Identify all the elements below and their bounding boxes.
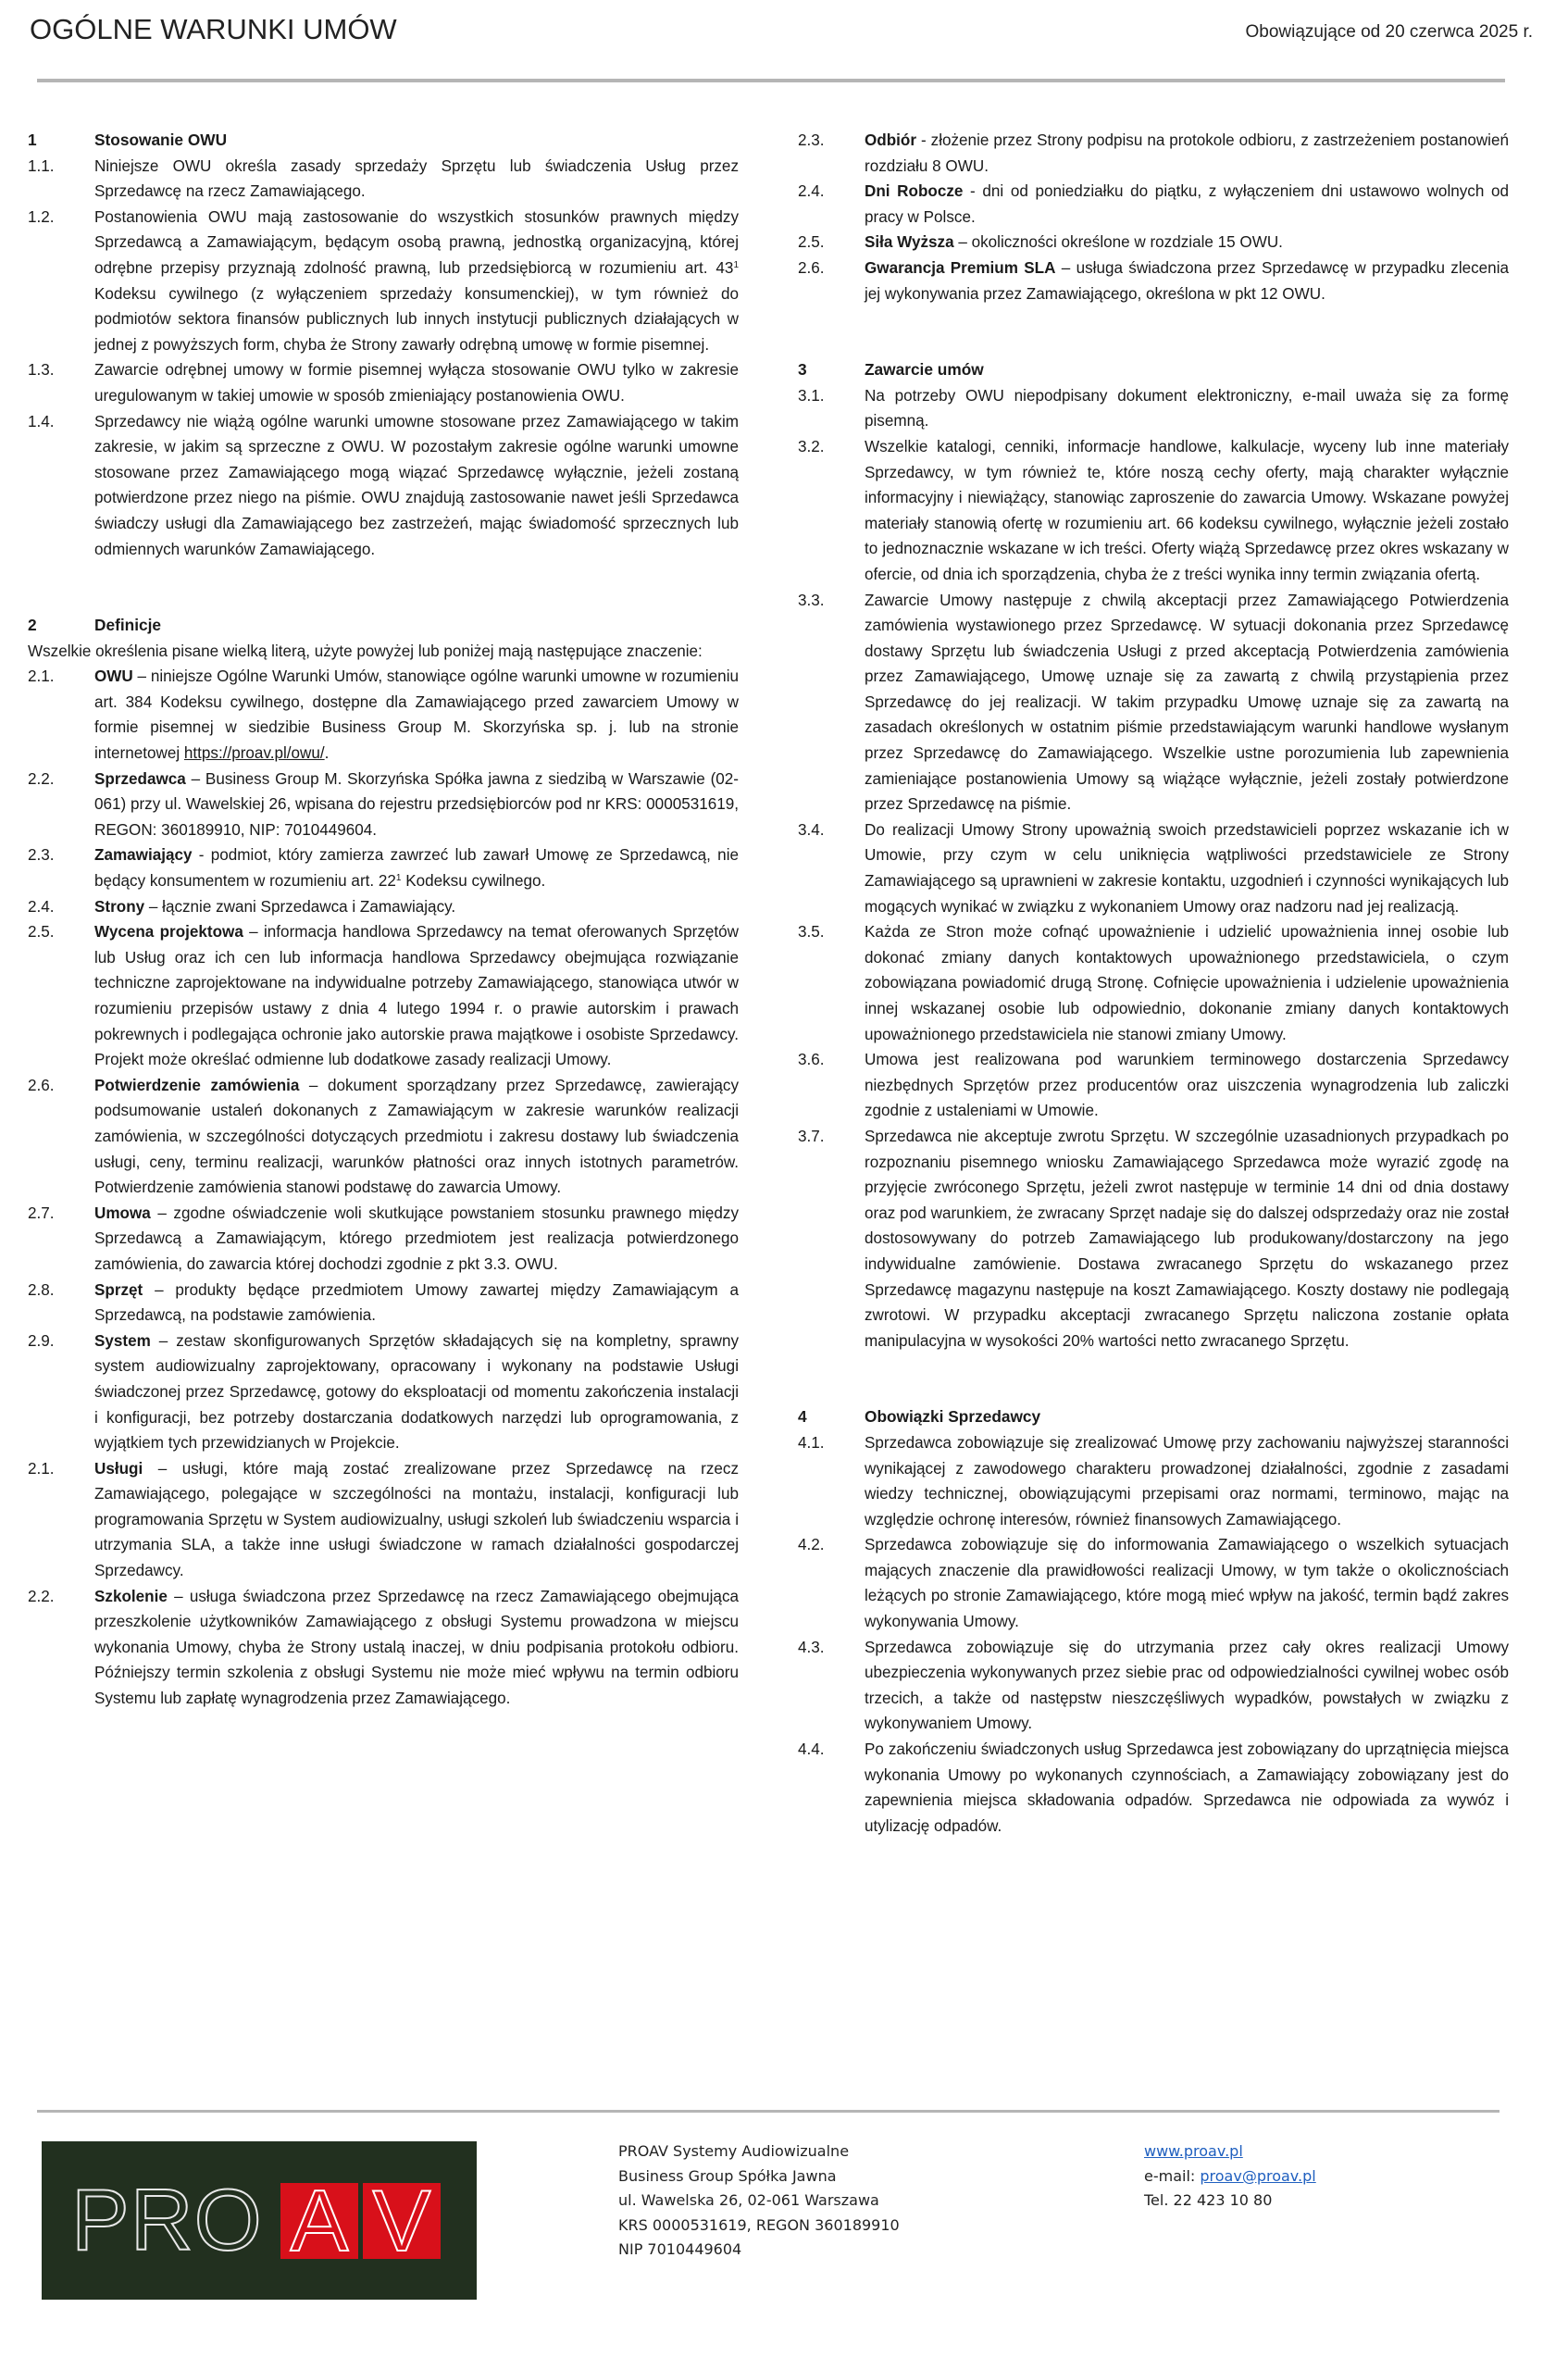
definition-uslugi: 2.1. Usługi – usługi, które mają zostać zrealizowane przez Sprzedawcę na rzecz Zamawiającego, polegające w szczególności na montażu, instalacji, konfiguracji lub programowania Sprzętu w System audiowizualny, usługi szkoleń lub świadczeniu wsparcia i utrzymania SLA, a także inne usługi świadczone w ramach działalności gospodarczej Sprzedawcy.: [28, 1459, 739, 1580]
definition-owu: 2.1. OWU – niniejsze Ogólne Warunki Umów, stanowiące ogólne warunki umowne w rozumieniu art. 384 Kodeksu cywilnego, dostępne dla Zamawiającego przed zawarciem Umowy w formie pisemnej w siedzibie Business Group M. Skorzyńska sp. j. lub na stronie internetowej https://proav.pl/owu/.: [28, 667, 739, 763]
company-address: ul. Wawelska 26, 02-061 Warszawa: [618, 2191, 879, 2209]
section-heading-3: 3 Zawarcie umów: [798, 360, 984, 380]
company-info: [618, 2139, 900, 2263]
clause: 3.1. Na potrzeby OWU niepodpisany dokument elektroniczny, e-mail uważa się za formę pisemną.: [798, 386, 1509, 430]
clause: 3.5. Każda ze Stron może cofnąć upoważnienie i udzielić upoważnienia innej osobie lub dokonać zmiany danych kontaktowych upoważnionego przedstawiciela, o czym zobowiązana powiadomić drugą Stronę. Cofnięcie upoważnienia i udzielenie upoważnienia innej wskazanej osobie lub odpowiednio, dokonanie zmiany danych kontaktowych upoważnionego przedstawiciela nie stanowi zmiany Umowy.: [798, 923, 1509, 1043]
definition-dni-robocze: 2.4. Dni Robocze - dni od poniedziałku do piątku, z wyłączeniem dni ustawowo wolnych od pracy w Polsce.: [798, 182, 1509, 226]
left-column: [28, 128, 739, 1712]
definition-szkolenie: 2.2. Szkolenie – usługa świadczona przez Sprzedawcę na rzecz Zamawiającego obejmująca przeszkolenie użytkowników Zamawiającego z obsługi Systemu prowadzona w miejscu wykonania Umowy, chyba że Strony ustalą inaczej, w dniu podpisania protokołu odbioru. Późniejszy termin szkolenia z obsługi Systemu nie może mieć wpływu na termin odbioru Systemu lub zapłatę wynagrodzenia przez Zamawiającego.: [28, 1587, 739, 1708]
clause: 1.3. Zawarcie odrębnej umowy w formie pisemnej wyłącza stosowanie OWU tylko w zakresie uregulowanym w takiej umowie w sposób zmieniający postanowienia OWU.: [28, 361, 739, 405]
definition-zamawiajacy: 2.3. Zamawiający - podmiot, który zamierza zawrzeć lub zawarł Umowę ze Sprzedawcą, nie będący konsumentem w rozumieniu art. $22^1$ Kodeksu cywilnego.: [28, 846, 739, 891]
section-heading-4: 4 Obowiązki Sprzedawcy: [798, 1407, 1041, 1427]
email-link[interactable]: proav@proav.pl: [1200, 2166, 1316, 2185]
phone-number: Tel. 22 423 10 80: [1144, 2191, 1273, 2209]
clause: 1.2. Postanowienia OWU mają zastosowanie do wszystkich stosunków prawnych między Sprzedawcą a Zamawiającym, będącym osobą prawną, jednostką organizacyjną, której odrębne przepisy przyznają zdolność prawną, lub przedsiębiorcą w rozumieniu art. $43^1$ Kodeksu cywilnego (z wyłączeniem sprzedaży konsumenckiej), w tym również do podmiotów sektora finansów publicznych lub innych instytucji publicznych działających w jednej z powyższych form, chyba że Strony zawarły odrębną umowę w formie pisemnej.: [28, 207, 739, 354]
definition-wycena: 2.5. Wycena projektowa – informacja handlowa Sprzedawcy na temat oferowanych Sprzętów lub Usług oraz ich cen lub informacja handlowa Sprzedawcy obejmująca rozwiązanie techniczne zaprojektowane na indywidualne potrzeby Zamawiającego, stanowiąca utwór w rozumieniu przepisów ustawy z dnia 4 lutego 1994 r. o prawie autorskim i prawach pokrewnych i podlegająca ochronie jako autorskie prawa majątkowe i osobiste Sprzedawcy. Projekt może określać odmienne lub dodatkowe zasady realizacji Umowy.: [28, 923, 740, 1069]
effective-date: Obowiązujące od 20 czerwca 2025 r.: [1245, 22, 1533, 42]
right-column: [798, 128, 1509, 1839]
header-divider: [37, 79, 1505, 82]
company-legal-form: Business Group Spółka Jawna: [618, 2166, 837, 2185]
contact-info: [1144, 2139, 1316, 2214]
website-link[interactable]: www.proav.pl: [1144, 2142, 1243, 2160]
definition-gwarancja: 2.6. Gwarancja Premium SLA – usługa świadczona przez Sprzedawcę w przypadku zlecenia jej wykonywania przez Zamawiającego, określona w pkt 12 OWU.: [798, 258, 1509, 303]
definition-system: 2.9. System – zestaw skonfigurowanych Sprzętów składających się na kompletny, sprawny system audiowizualny zaprojektowany, opracowany i wykonany na podstawie Usługi świadczonej przez Sprzedawcę, gotowy do eksploatacji od momentu zakończenia instalacji i konfiguracji, bez potrzeby dostarczania dodatkowych narzędzi lub oprogramowania, z wyjątkiem tych przewidzianych w Projekcie.: [28, 1331, 739, 1453]
company-nip: NIP 7010449604: [618, 2240, 742, 2258]
company-name: PROAV Systemy Audiowizualne: [618, 2142, 850, 2160]
definition-sila-wyzsza: 2.5. Siła Wyższa – okoliczności określone w rozdziale 15 OWU.: [798, 233, 1283, 252]
clause: 4.1. Sprzedawca zobowiązuje się zrealizować Umowę przy zachowaniu najwyższej staranności wynikającej z zawodowego charakteru prowadzonej działalności, zgodnie z zasadami wiedzy technicznej, obowiązującymi przepisami oraz normami, terminowo, mając na względzie ochronę interesów, również finansowych Zamawiającego.: [798, 1433, 1509, 1528]
clause: 3.7. Sprzedawca nie akceptuje zwrotu Sprzętu. W szczególnie uzasadnionych przypadkach po rozpoznaniu pisemnego wniosku Zamawiającego Sprzedawca może wyrazić zgodę na przyjęcie zwróconego Sprzętu, jeżeli zwrot następuje w terminie 14 dni od dnia dostawy oraz pod warunkiem, że zwracany Sprzęt nadaje się do dalszej odsprzedaży oraz nie został dostosowywany do potrzeb Zamawiającego lub produkowany/dostarczony na jego indywidualne zamówienie. Dostawa zwracanego Sprzętu do wskazanego przez Sprzedawcę magazynu następuje na koszt Zamawiającego. Koszty dostawy nie podlegają zwrotowi. W przypadku akceptacji zwracanego Sprzętu naliczona zostanie opłata manipulacyjna w wysokości 20% wartości netto zwracanego Sprzętu.: [798, 1127, 1509, 1350]
owu-link[interactable]: https://proav.pl/owu/: [183, 744, 325, 763]
proav-logo: PRO A V: [42, 2141, 477, 2300]
clause: 1.4. Sprzedawcy nie wiążą ogólne warunki umowne stosowane przez Zamawiającego w takim zakresie, w jakim są sprzeczne z OWU. W pozostałym zakresie ogólne warunki umowne stosowane przez Zamawiającego mogą wiązać Sprzedawcę wyłącznie, jeżeli zostaną potwierdzone przez niego na piśmie. OWU znajdują zastosowanie nawet jeśli Sprzedawca świadczy usługi dla Zamawiającego bez zastrzeżeń, mając świadomość sprzecznych lub odmiennych warunków Zamawiającego.: [28, 412, 739, 558]
clause: 3.2. Wszelkie katalogi, cenniki, informacje handlowe, kalkulacje, wyceny lub inne materiały Sprzedawcy, w tym również te, które noszą cechy oferty, mają charakter wyłącznie informacyjny i niewiążący, stanowiąc zaproszenie do zawarcia Umowy. Wskazane powyżej materiały stanowią ofertę w rozumieniu art. 66 kodeksu cywilnego, wyłącznie jeżeli zostało to jednoznacznie wskazane w ich treści. Oferty wiążą Sprzedawcę przez okres wskazany w ofercie, od dnia ich sporządzenia, chyba że z treści wynika inny termin związania ofertą.: [798, 437, 1509, 583]
clause: 4.2. Sprzedawca zobowiązuje się do informowania Zamawiającego o wszelkich sytuacjach mających znaczenie dla prawidłowości realizacji Umowy, w tym także o okolicznościach leżących po stronie Zamawiającego, które mogą mieć wpływ na jakość, termin bądź zakres wykonywania Umowy.: [798, 1536, 1509, 1631]
company-registry: KRS 0000531619, REGON 360189910: [618, 2215, 900, 2234]
definition-potwierdzenie: 2.6. Potwierdzenie zamówienia – dokument sporządzany przez Sprzedawcę, zawierający podsumowanie ustaleń dokonanych z Zamawiającym w zakresie warunków realizacji zamówienia, w szczególności dotyczących przedmiotu i zakresu dostawy lub świadczenia usługi, ceny, terminu realizacji, warunków płatności oraz innych istotnych parametrów. Potwierdzenie zamówienia stanowi podstawę do zawarcia Umowy.: [28, 1076, 739, 1197]
clause: 4.3. Sprzedawca zobowiązuje się do utrzymania przez cały okres realizacji Umowy ubezpieczenia wykonywanych przez siebie prac od odpowiedzialności cywilnej wobec osób trzecich, a także od następstw nieszczęśliwych wypadków, powstałych w związku z wykonywaniem Umowy.: [798, 1638, 1509, 1733]
clause: 3.3. Zawarcie Umowy następuje z chwilą akceptacji przez Zamawiającego Potwierdzenia zamówienia wystawionego przez Sprzedawcę. W sytuacji dokonania przez Sprzedawcę dostawy Sprzętu lub świadczenia Usługi z przed akceptacją Potwierdzenia zamówienia przez Zamawiającego, Umowę uznaje się za zawartą z chwilą przystąpienia przez Sprzedawcę do jej realizacji. W takim przypadku Umowę uznaje się za zawartą na zasadach określonych w ostatnim piśmie przedstawiającym warunki handlowe wysłanym przez Sprzedawcę do Zamawiającego. Wszelkie ustne porozumienia lub zapewnienia zamieniające postanowienia Umowy są wiążące wyłącznie, jeżeli zostały potwierdzone przez Sprzedawcę na piśmie.: [798, 591, 1509, 814]
definition-sprzedawca: 2.2. Sprzedawca – Business Group M. Skorzyńska Spółka jawna z siedzibą w Warszawie (02-061) przy ul. Wawelskiej 26, wpisana do rejestru przedsiębiorców pod nr KRS: 0000531619, REGON: 360189910, NIP: 7010449604.: [28, 769, 739, 839]
document-title: OGÓLNE WARUNKI UMÓW: [30, 13, 397, 45]
clause: 1.1. Niniejsze OWU określa zasady sprzedaży Sprzętu lub świadczenia Usług przez Sprzedawcę na rzecz Zamawiającego.: [28, 156, 739, 201]
definition-odbior: 2.3. Odbiór - złożenie przez Strony podpisu na protokole odbioru, z zastrzeżeniem postanowień rozdziału 8 OWU.: [798, 131, 1509, 175]
clause: 3.6. Umowa jest realizowana pod warunkiem terminowego dostarczenia Sprzedawcy niezbędnych Sprzętów przez producentów oraz uiszczenia wynagrodzenia lub zaliczki zgodnie z ustaleniami w Umowie.: [798, 1051, 1509, 1120]
section-heading-1: 1 Stosowanie OWU: [28, 131, 228, 149]
definition-umowa: 2.7. Umowa – zgodne oświadczenie woli skutkujące powstaniem stosunku prawnego między Sprzedawcą a Zamawiającym, którego przedmiotem jest realizacja potwierdzonego zamówienia, do zawarcia której dochodzi zgodnie z pkt 3.3. OWU.: [28, 1204, 739, 1273]
email-label: e-mail:: [1144, 2166, 1201, 2185]
footer-divider: [37, 2110, 1500, 2113]
definitions-intro: Wszelkie określenia pisane wielką literą, użyte powyżej lub poniżej mają następujące znaczenie:: [28, 642, 703, 660]
section-heading-2: 2 Definicje: [28, 616, 162, 635]
clause: 3.4. Do realizacji Umowy Strony upoważnią swoich przedstawicieli poprzez wskazanie ich w Umowie, przy czym w celu uniknięcia wątpliwości przedstawiciele ze Strony Zamawiającego są uprawnieni w zakresie kontaktu, uzgodnień i czynności wynikających lub mogących wynikać w związku z wykonaniem Umowy oraz nadzoru nad jej realizacją.: [798, 820, 1509, 916]
definition-sprzet: 2.8. Sprzęt – produkty będące przedmiotem Umowy zawartej między Zamawiającym a Sprzedawcą, na podstawie zamówienia.: [28, 1280, 739, 1325]
clause: 4.4. Po zakończeniu świadczonych usług Sprzedawca jest zobowiązany do uprzątnięcia miejsca wykonania Umowy po wykonanych czynnościach, a Zamawiający zobowiązany jest do zapewnienia miejsca składowania odpadów. Sprzedawca nie odpowiada za wywóz i utylizację odpadów.: [798, 1740, 1509, 1835]
definition-strony: 2.4. Strony – łącznie zwani Sprzedawca i Zamawiający.: [28, 897, 456, 916]
